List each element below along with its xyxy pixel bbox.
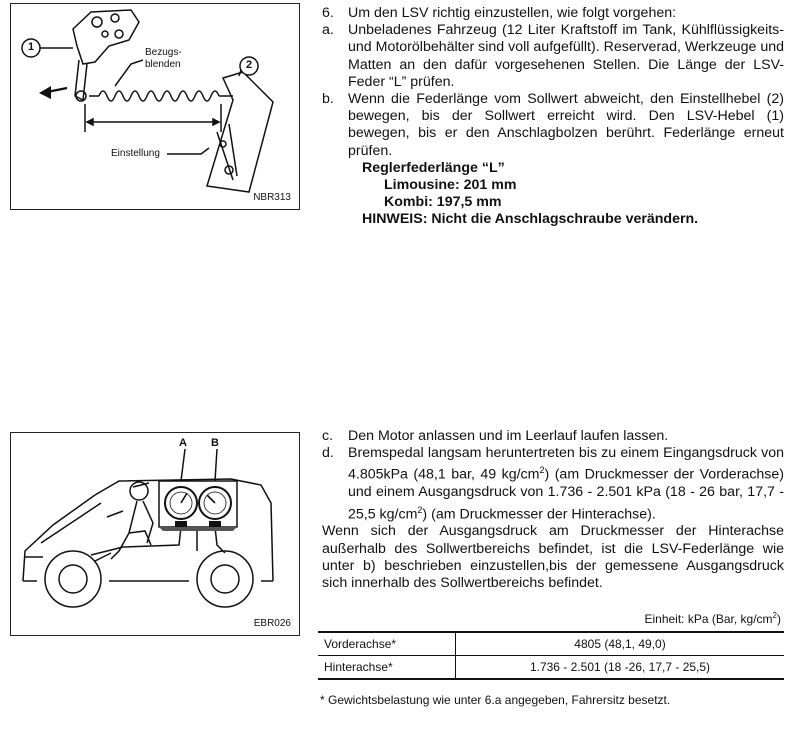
step-d-sup1: 2 <box>539 465 545 476</box>
table-row-hinterachse <box>318 656 784 680</box>
figure-code-nbr313: NBR313 <box>253 192 291 203</box>
spec-kombi: Kombi: 197,5 mm <box>384 194 502 211</box>
spec-limousine: Limousine: 201 mm <box>384 177 517 194</box>
step6-intro-text: Um den LSV richtig einzustellen, wie folgt vorgehen: <box>348 5 677 21</box>
step6-intro <box>322 5 784 22</box>
table-cell-label: Hinterachse* <box>318 656 456 680</box>
step6b-letter: b. <box>322 91 334 108</box>
table-cell-value: 4805 (48,1, 49,0) <box>456 632 785 656</box>
figure-code-ebr026: EBR026 <box>253 618 291 629</box>
figure-pressure-gauges <box>10 432 300 636</box>
unit-prefix: Einheit: kPa (Bar, kg/cm <box>644 612 773 626</box>
step6b <box>322 91 784 160</box>
label-einstellung: Einstellung <box>111 148 160 159</box>
label-blenden: blenden <box>145 59 181 70</box>
step-d-sup2: 2 <box>417 504 423 515</box>
note-hinweis: HINWEIS: Nicht die Anschlagschraube verändern. <box>362 211 699 228</box>
label-bezugs: Bezugs- <box>145 47 182 58</box>
step-d-letter: d. <box>322 445 334 462</box>
unit-line <box>644 611 781 626</box>
step-d <box>322 445 784 523</box>
unit-sup: 2 <box>772 611 777 620</box>
pressure-table <box>318 631 784 680</box>
unit-suffix: ) <box>777 612 781 626</box>
figure-lsv-adjustment <box>10 3 300 210</box>
steps-cd-block <box>322 428 784 592</box>
step-c-letter: c. <box>322 428 334 444</box>
step6a-letter: a. <box>322 22 334 39</box>
spec-title: Reglerfederlänge “L” <box>362 159 505 176</box>
pressure-paragraph: Wenn sich der Ausgangsdruck am Druckmesser der Hinterachse außerhalb des Sollwertbereichs befindet, ist die LSV-Federlänge wie unter b) beschrieben einzustellen,bis der gemessene Ausgangsdruck sich innerhalb des Sollwertbereichs befindet. <box>322 523 784 592</box>
step-d-text-part1: Bremspedal langsam heruntertreten bis zu einem Eingangsdruck von 4.805kPa (48,1 bar, 49 kg/cm <box>348 445 784 484</box>
step-c <box>322 428 784 445</box>
step-d-text-part2: ) (am Druckmesser der Vorderachse) und einem Ausgangsdruck von 1.736 - 2.501 kPa (18 - 26 bar, 17,7 - 25,5 kg/cm <box>348 467 785 523</box>
gauge-label-a: A <box>179 437 187 449</box>
table-row-vorderachse <box>318 632 784 656</box>
gauge-label-b: B <box>211 437 219 449</box>
vehicle-gauge-illustration <box>11 433 301 637</box>
step6a-text: Unbeladenes Fahrzeug (12 Liter Kraftstoff im Tank, Kühlflüssigkeits- und Motorölbehälter sind voll aufgefüllt). Reserverad, Werkzeuge und Matten an den dafür vorgesehenen Stellen. Die Länge der LSV-Feder “L” prüfen. <box>348 22 784 90</box>
callout-2: 2 <box>246 59 253 71</box>
table-cell-value: 1.736 - 2.501 (18 -26, 17,7 - 25,5) <box>456 656 785 680</box>
lsv-mechanism-illustration <box>11 4 301 211</box>
callout-1: 1 <box>28 41 35 53</box>
table-footnote: * Gewichtsbelastung wie unter 6.a angegeben, Fahrersitz besetzt. <box>320 693 671 707</box>
step-d-text <box>348 445 784 523</box>
step6-block <box>322 5 784 229</box>
step-c-text: Den Motor anlassen und im Leerlauf laufen lassen. <box>348 428 669 444</box>
table-cell-label: Vorderachse* <box>318 632 456 656</box>
step6-number: 6. <box>322 5 334 21</box>
step-d-text-part3: ) (am Druckmesser der Hinterachse). <box>422 506 656 523</box>
step6b-text: Wenn die Federlänge vom Sollwert abweicht, den Einstellhebel (2) bewegen, bis der Sollwert erreicht wird. Den LSV-Hebel (1) bewegen, bis er den Anschlagbolzen berührt. Federlänge erneut prüfen. <box>348 91 784 159</box>
step6a <box>322 22 784 91</box>
